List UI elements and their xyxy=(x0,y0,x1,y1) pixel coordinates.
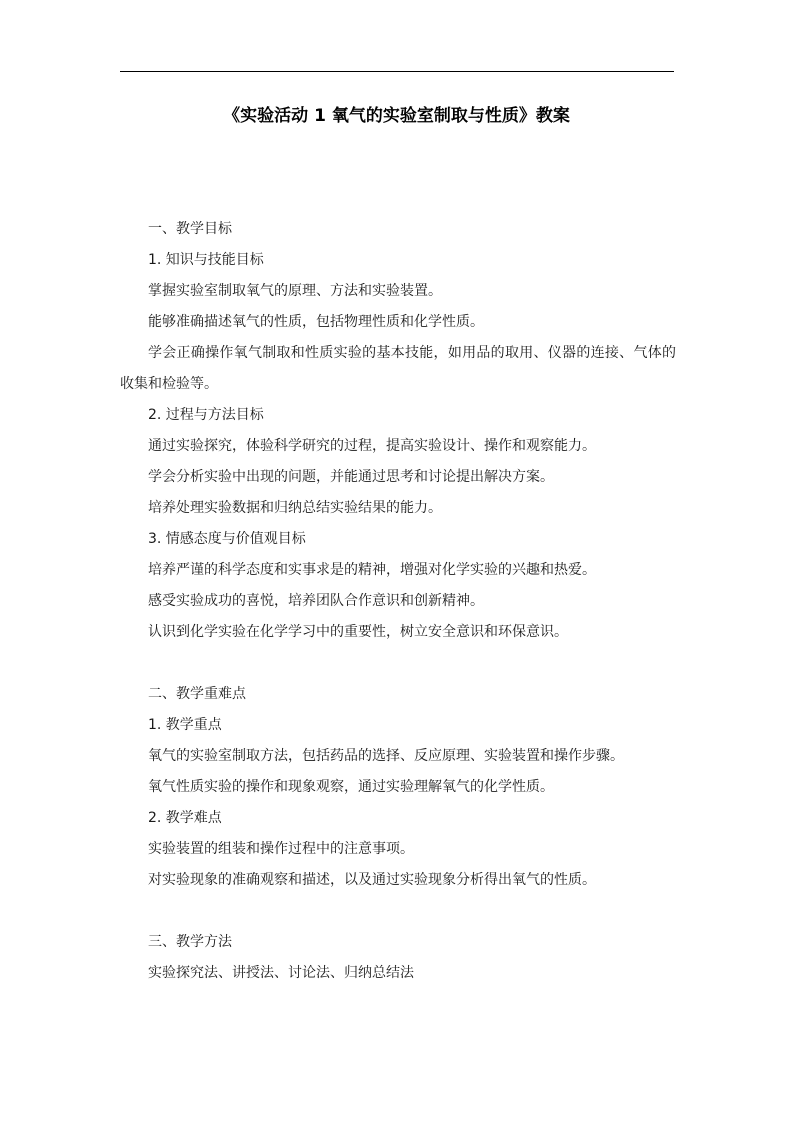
paragraph: 掌握实验室制取氧气的原理、方法和实验装置。 xyxy=(148,283,442,299)
section-heading-teaching-methods: 三、教学方法 xyxy=(148,934,232,950)
paragraph: 认识到化学实验在化学学习中的重要性，树立安全意识和环保意识。 xyxy=(148,624,568,640)
subsection-heading-knowledge-skills: 1. 知识与技能目标 xyxy=(148,252,264,268)
paragraph: 培养严谨的科学态度和实事求是的精神，增强对化学实验的兴趣和热爱。 xyxy=(148,562,596,578)
header-rule xyxy=(120,71,674,72)
spacer xyxy=(120,896,676,927)
paragraph: 实验探究法、讲授法、讨论法、归纳总结法 xyxy=(148,965,414,981)
paragraph: 能够准确描述氧气的性质，包括物理性质和化学性质。 xyxy=(148,314,484,330)
paragraph: 通过实验探究，体验科学研究的过程，提高实验设计、操作和观察能力。 xyxy=(148,438,596,454)
paragraph: 氧气的实验室制取方法，包括药品的选择、反应原理、实验装置和操作步骤。 xyxy=(148,748,624,764)
subsection-heading-process-methods: 2. 过程与方法目标 xyxy=(148,407,264,423)
document-title: 《实验活动 1 氧气的实验室制取与性质》教案 xyxy=(223,106,570,126)
spacer xyxy=(120,648,676,679)
paragraph: 实验装置的组装和操作过程中的注意事项。 xyxy=(148,841,414,857)
paragraph: 学会分析实验中出现的问题，并能通过思考和讨论提出解决方案。 xyxy=(148,469,554,485)
paragraph: 氧气性质实验的操作和现象观察，通过实验理解氧气的化学性质。 xyxy=(148,779,554,795)
document-body xyxy=(120,214,676,989)
section-heading-teaching-goals: 一、教学目标 xyxy=(148,221,232,237)
section-heading-key-points: 二、教学重难点 xyxy=(148,686,246,702)
subsection-heading-attitude-values: 3. 情感态度与价值观目标 xyxy=(148,531,306,547)
paragraph: 学会正确操作氧气制取和性质实验的基本技能，如用品的取用、仪器的连接、气体的收集和检验等。 xyxy=(120,345,676,392)
paragraph: 培养处理实验数据和归纳总结实验结果的能力。 xyxy=(148,500,442,516)
subsection-heading-focus: 1. 教学重点 xyxy=(148,717,222,733)
paragraph: 对实验现象的准确观察和描述，以及通过实验现象分析得出氧气的性质。 xyxy=(148,872,596,888)
subsection-heading-difficulty: 2. 教学难点 xyxy=(148,810,222,826)
paragraph: 感受实验成功的喜悦，培养团队合作意识和创新精神。 xyxy=(148,593,484,609)
